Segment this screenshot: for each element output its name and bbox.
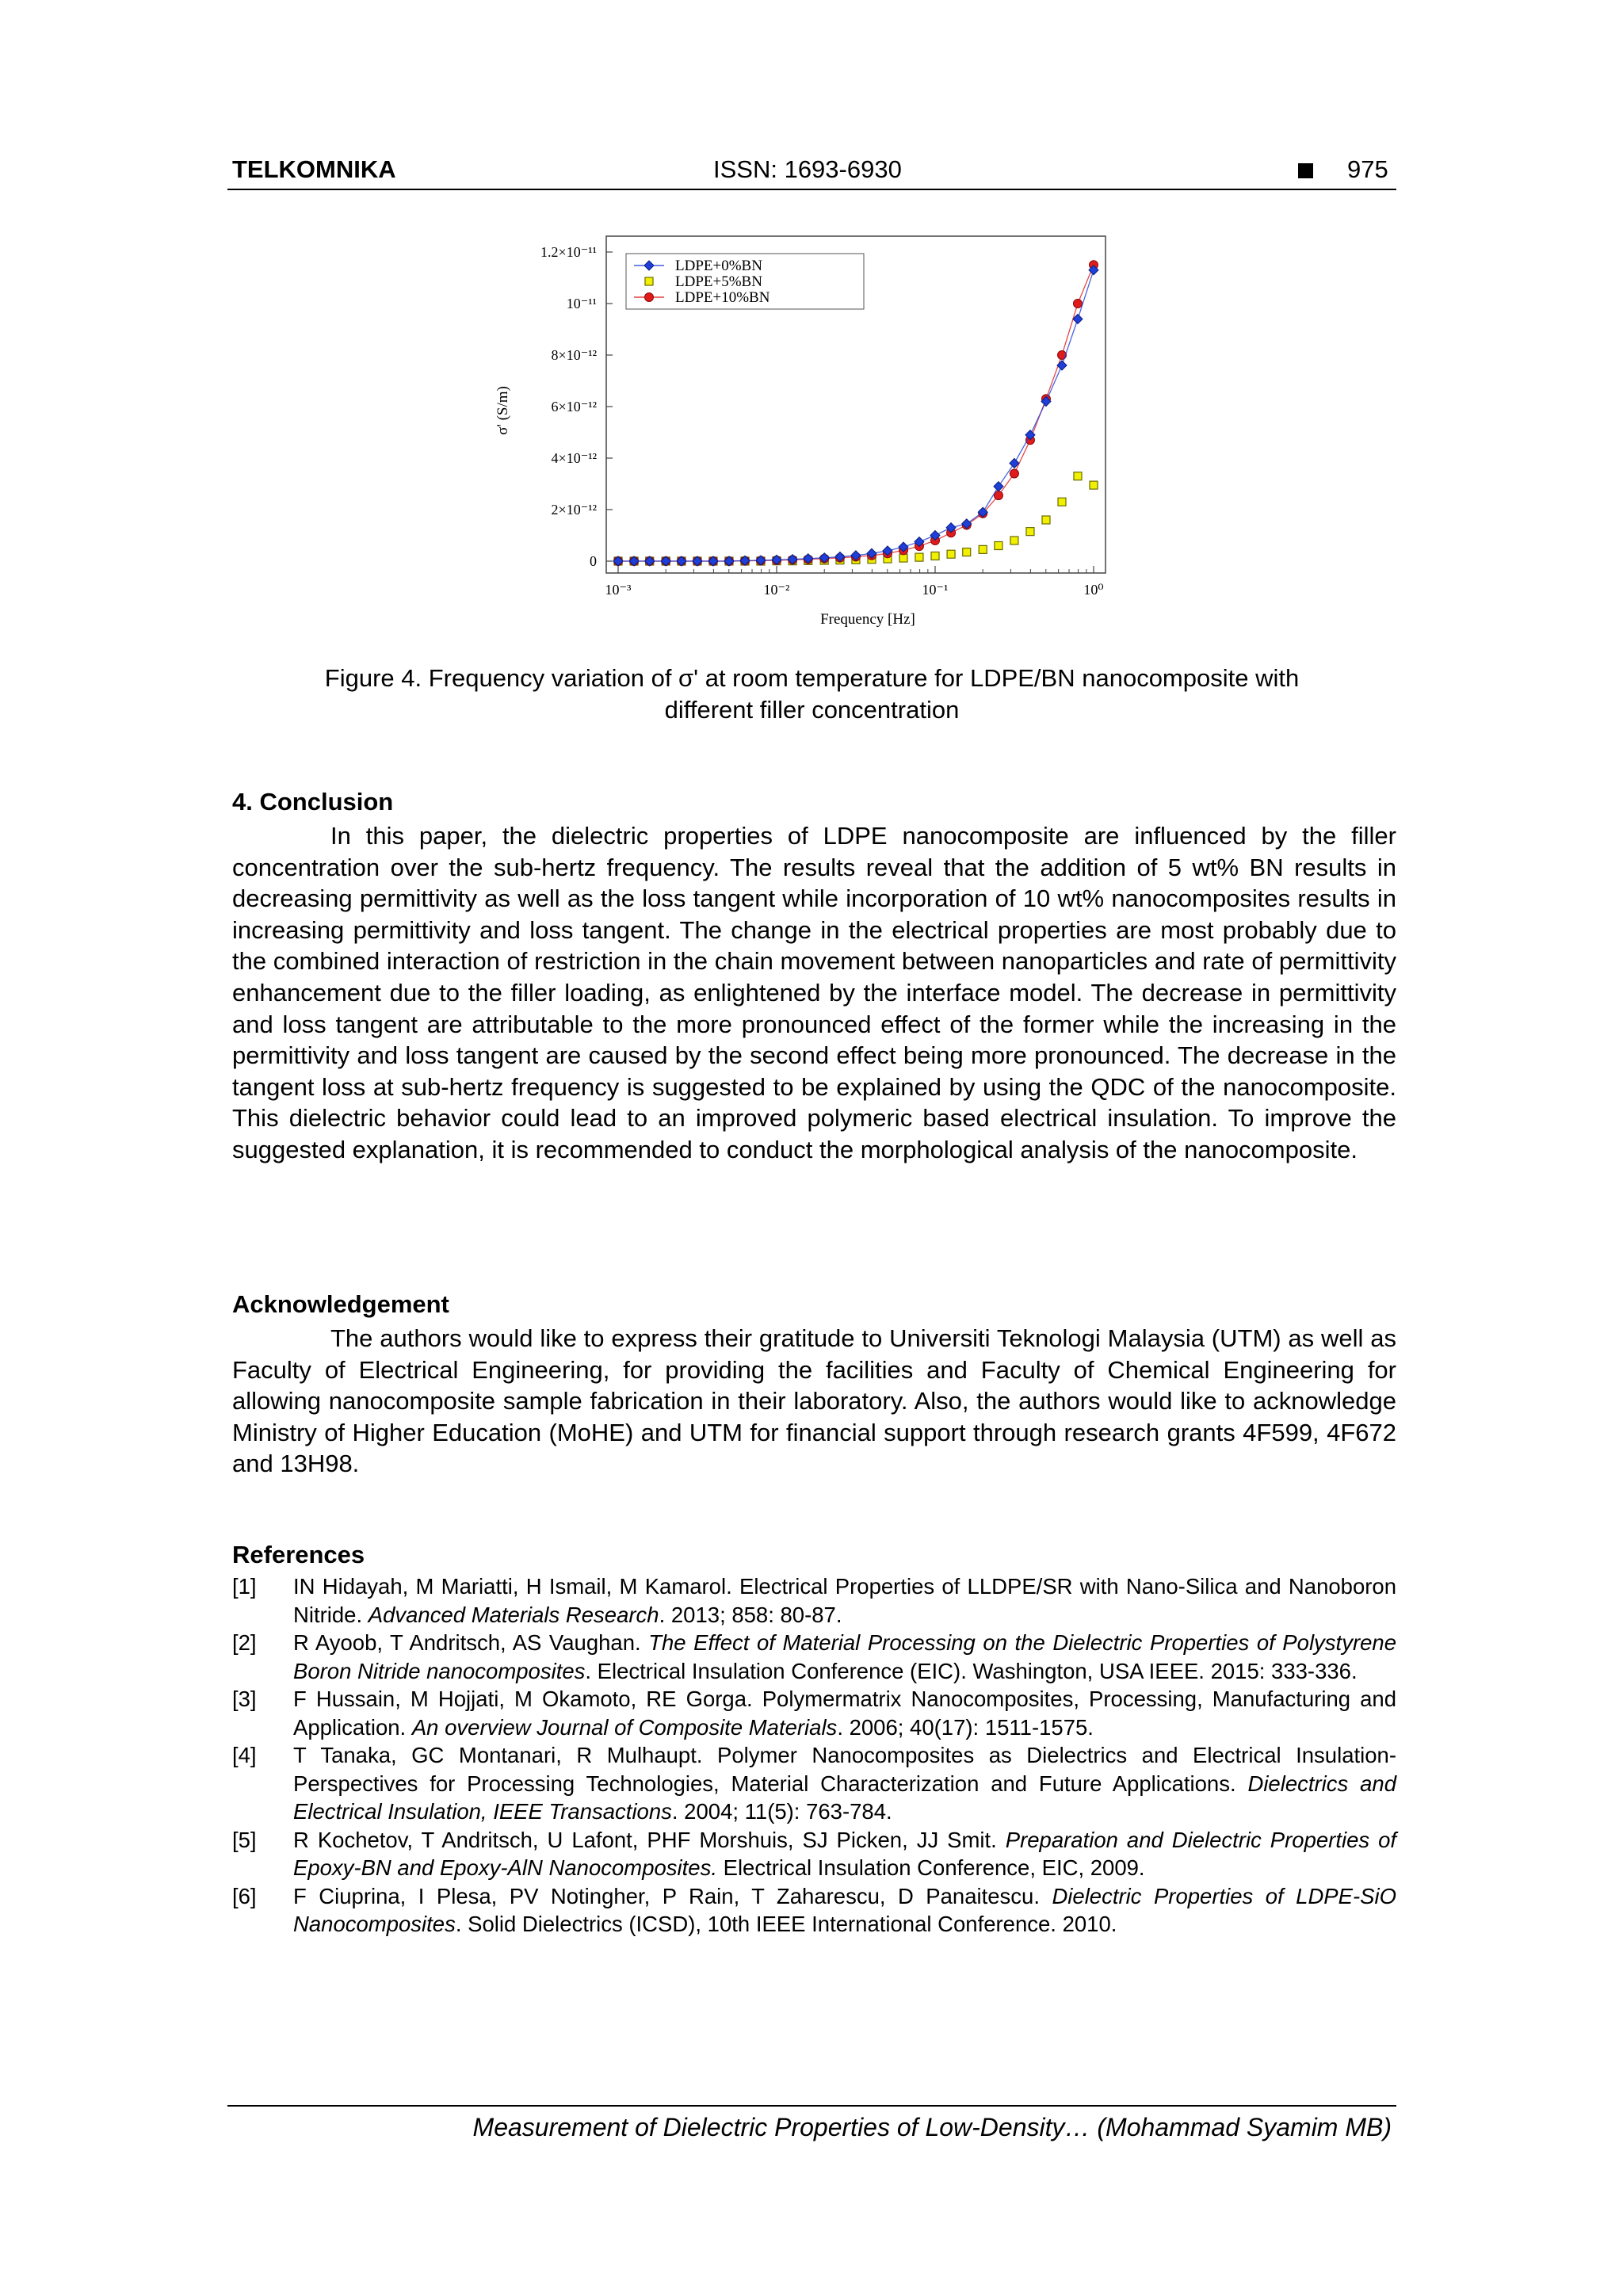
- data-point-ldpe-5-bn: [1010, 537, 1018, 544]
- y-tick-label: 2×10⁻¹²: [551, 502, 597, 518]
- references-heading: References: [232, 1541, 365, 1568]
- reference-list: [232, 1572, 1396, 1939]
- reference-item: [232, 1685, 1396, 1741]
- y-axis-title: σ' (S/m): [495, 386, 511, 435]
- series-line-ldpe-0-bn: [618, 270, 1094, 561]
- y-tick-label: 8×10⁻¹²: [551, 347, 597, 363]
- legend-label: LDPE+0%BN: [675, 258, 762, 274]
- x-tick-label: 10⁻²: [763, 582, 790, 598]
- reference-number: [2]: [232, 1630, 257, 1655]
- data-point-ldpe-10-bn: [1010, 469, 1018, 478]
- journal-name: TELKOMNIKA: [232, 155, 396, 183]
- y-tick-label: 1.2×10⁻¹¹: [540, 244, 597, 260]
- reference-number: [4]: [232, 1743, 257, 1767]
- reference-text: F Hussain, M Hojjati, M Okamoto, RE Gorga. Polymermatrix Nanocomposites, Processing, Manufacturing and Application. An overview Journal of Composite Materials. 2006; 40(17): 1511-1575.: [293, 1687, 1396, 1740]
- data-point-ldpe-5-bn: [1026, 528, 1034, 536]
- conclusion-heading: 4. Conclusion: [232, 788, 394, 816]
- reference-number: [1]: [232, 1574, 257, 1599]
- data-point-ldpe-5-bn: [899, 554, 907, 562]
- footer-rule: [227, 2105, 1396, 2107]
- conductivity-chart: [491, 230, 1141, 642]
- data-point-ldpe-0-bn: [994, 482, 1003, 491]
- caption-line-2: different filler concentration: [664, 696, 960, 724]
- data-point-ldpe-5-bn: [963, 548, 971, 556]
- caption-line-1: Figure 4. Frequency variation of σ' at room temperature for LDPE/BN nanocomposite with: [324, 664, 1300, 692]
- reference-item: [232, 1629, 1396, 1685]
- reference-text: F Ciuprina, I Plesa, PV Notingher, P Rain, T Zaharescu, D Panaitescu. Dielectric Properties of LDPE-SiO Nanocomposites. Solid Dielectrics (ICSD), 10th IEEE International Conference. 2010.: [293, 1883, 1396, 1936]
- reference-item: [232, 1882, 1396, 1939]
- data-point-ldpe-5-bn: [979, 545, 987, 553]
- x-tick-label: 10⁰: [1083, 582, 1104, 598]
- issn: ISSN: 1693-6930: [713, 155, 902, 183]
- y-tick-label: 4×10⁻¹²: [551, 450, 597, 466]
- reference-item: [232, 1741, 1396, 1826]
- header-rule: [227, 189, 1396, 190]
- data-point-ldpe-10-bn: [1073, 300, 1082, 308]
- bullet-square-icon: [1298, 163, 1313, 178]
- legend-marker: [645, 277, 653, 285]
- x-tick-label: 10⁻¹: [922, 582, 949, 598]
- acknowledgement-paragraph: [232, 1323, 1396, 1480]
- data-point-ldpe-5-bn: [1058, 498, 1066, 506]
- data-point-ldpe-5-bn: [1090, 481, 1098, 489]
- page-number: 975: [1347, 155, 1388, 183]
- legend-label: LDPE+5%BN: [675, 273, 762, 290]
- acknowledgement-text: The authors would like to express their gratitude to Universiti Teknologi Malaysia (UTM) as well as Faculty of Electrical Engineering, for providing the facilities and Faculty of Chemical Engineering for allowing nanocomposite sample fabrication in their laboratory. Also, the authors would like to acknowledge Ministry of Higher Education (MoHE) and UTM for financial support through research grants 4F599, 4F672 and 13H98.: [232, 1324, 1396, 1478]
- y-tick-label: 6×10⁻¹²: [551, 399, 597, 415]
- conclusion-paragraph: [232, 820, 1396, 1166]
- chart-legend: [626, 254, 864, 309]
- legend-label: LDPE+10%BN: [675, 289, 770, 306]
- running-footer: Measurement of Dielectric Properties of Low-Density… (Mohammad Syamim MB): [472, 2113, 1392, 2141]
- figure-4: [491, 230, 1141, 646]
- reference-number: [6]: [232, 1883, 257, 1908]
- reference-text: R Kochetov, T Andritsch, U Lafont, PHF Morshuis, SJ Picken, JJ Smit. Preparation and Dielectric Properties of Epoxy-BN and Epoxy-AlN Nanocomposites. Electrical Insulation Conference, EIC, 2009.: [293, 1827, 1396, 1880]
- acknowledgement-heading: Acknowledgement: [232, 1290, 449, 1318]
- reference-item: [232, 1826, 1396, 1882]
- data-point-ldpe-0-bn: [1057, 361, 1067, 370]
- data-point-ldpe-5-bn: [1074, 472, 1082, 480]
- data-point-ldpe-5-bn: [915, 553, 923, 561]
- reference-number: [3]: [232, 1687, 257, 1711]
- reference-number: [5]: [232, 1827, 257, 1852]
- x-tick-label: 10⁻³: [605, 582, 632, 598]
- reference-item: [232, 1572, 1396, 1629]
- data-point-ldpe-5-bn: [947, 550, 955, 558]
- conclusion-text: In this paper, the dielectric properties of LDPE nanocomposite are influenced by the filler concentration over the sub-hertz frequency. The results reveal that the addition of 5 wt% BN results in decreasing permittivity as well as the loss tangent while incorporation of 10 wt% nanocomposites results in increasing permittivity and loss tangent. The change in the electrical properties are most probably due to the combined interaction of restriction in the chain movement between nanoparticles and rate of permittivity enhancement due to the filler loading, as enlightened by the interface model. The decrease in permittivity and loss tangent are attributable to the more pronounced effect of the former while the increasing in the permittivity and loss tangent are caused by the second effect being more pronounced. The decrease in the tangent loss at sub-hertz frequency is suggested to be explained by using the QDC of the nanocomposite. This dielectric behavior could lead to an improved polymeric based electrical insulation. To improve the suggested explanation, it is recommended to conduct the morphological analysis of the nanocomposite.: [232, 822, 1396, 1163]
- reference-text: T Tanaka, GC Montanari, R Mulhaupt. Polymer Nanocomposites as Dielectrics and Electrical Insulation-Perspectives for Processing Technologies, Material Characterization and Future Applications. Dielectrics and Electrical Insulation, IEEE Transactions. 2004; 11(5): 763-784.: [293, 1743, 1396, 1824]
- figure-caption: [227, 663, 1396, 726]
- data-point-ldpe-5-bn: [931, 552, 939, 560]
- data-point-ldpe-5-bn: [1042, 516, 1050, 524]
- series-ldpe-0-bn: [613, 266, 1098, 566]
- y-tick-label: 10⁻¹¹: [566, 296, 597, 311]
- legend-marker: [645, 293, 654, 302]
- y-tick-label: 0: [590, 553, 597, 569]
- x-axis-title: Frequency [Hz]: [820, 611, 915, 628]
- reference-text: IN Hidayah, M Mariatti, H Ismail, M Kamarol. Electrical Properties of LLDPE/SR with Nano-Silica and Nanoboron Nitride. Advanced Materials Research. 2013; 858: 80-87.: [293, 1574, 1396, 1627]
- data-point-ldpe-5-bn: [995, 542, 1002, 550]
- reference-text: R Ayoob, T Andritsch, AS Vaughan. The Effect of Material Processing on the Dielectric Properties of Polystyrene Boron Nitride nanocomposites. Electrical Insulation Conference (EIC). Washington, USA IEEE. 2015: 333-336.: [293, 1630, 1396, 1683]
